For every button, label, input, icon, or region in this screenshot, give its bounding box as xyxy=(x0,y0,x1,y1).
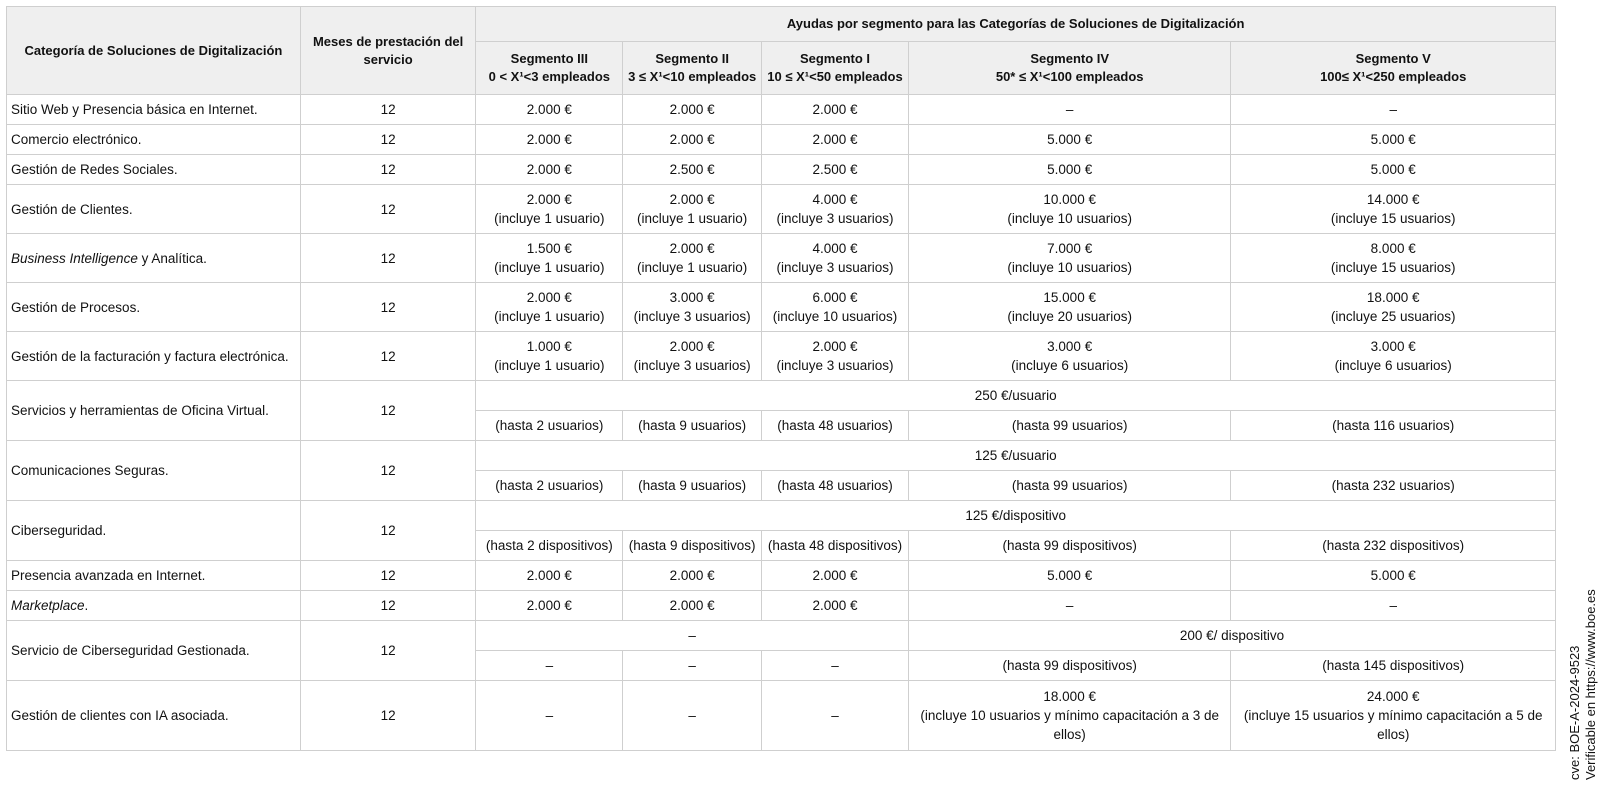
cell-value: (hasta 48 usuarios) xyxy=(762,471,909,501)
cell-value: (hasta 48 dispositivos) xyxy=(762,531,909,561)
row-months: 12 xyxy=(300,591,476,621)
header-category: Categoría de Soluciones de Digitalización xyxy=(7,7,301,95)
row-category: Presencia avanzada en Internet. xyxy=(7,561,301,591)
table-row xyxy=(7,681,1556,751)
cell-value: 2.000 € xyxy=(623,591,762,621)
table-row xyxy=(7,621,1556,651)
row-category: Gestión de Clientes. xyxy=(7,185,301,234)
cell-value: 2.000 € (incluye 3 usuarios) xyxy=(762,332,909,381)
row-category: Marketplace. xyxy=(7,591,301,621)
cell-value: 3.000 € (incluye 6 usuarios) xyxy=(1231,332,1556,381)
verification-note xyxy=(1567,589,1599,780)
verification-url: Verificable en https://www.boe.es xyxy=(1583,589,1598,780)
cell-value: 18.000 € (incluye 10 usuarios y mínimo capacitación a 3 de ellos) xyxy=(908,681,1230,751)
cell-value: 2.000 € xyxy=(762,95,909,125)
row-months: 12 xyxy=(300,125,476,155)
cell-value: 2.000 € xyxy=(476,95,623,125)
table-row xyxy=(7,155,1556,185)
cell-value: 5.000 € xyxy=(1231,125,1556,155)
cell-value: 2.000 € xyxy=(762,125,909,155)
cell-value: 2.000 € xyxy=(476,561,623,591)
cell-rate: 125 €/usuario xyxy=(476,441,1556,471)
row-category: Ciberseguridad. xyxy=(7,501,301,561)
row-category: Gestión de clientes con IA asociada. xyxy=(7,681,301,751)
row-category: Gestión de Redes Sociales. xyxy=(7,155,301,185)
cell-value: 3.000 € (incluye 3 usuarios) xyxy=(623,283,762,332)
row-months: 12 xyxy=(300,234,476,283)
cell-value: (hasta 9 usuarios) xyxy=(623,471,762,501)
header-months: Meses de prestación del servicio xyxy=(300,7,476,95)
table-row xyxy=(7,95,1556,125)
table-row xyxy=(7,381,1556,411)
table-row xyxy=(7,283,1556,332)
cell-rate: 250 €/usuario xyxy=(476,381,1556,411)
table-row xyxy=(7,441,1556,471)
row-category: Gestión de la facturación y factura electrónica. xyxy=(7,332,301,381)
table-row xyxy=(7,125,1556,155)
row-category: Comercio electrónico. xyxy=(7,125,301,155)
cell-value: 24.000 € (incluye 15 usuarios y mínimo capacitación a 5 de ellos) xyxy=(1231,681,1556,751)
cell-value: 10.000 € (incluye 10 usuarios) xyxy=(908,185,1230,234)
cell-value: (hasta 99 dispositivos) xyxy=(908,531,1230,561)
cell-value: – xyxy=(762,681,909,751)
table-row xyxy=(7,332,1556,381)
cell-value: – xyxy=(908,95,1230,125)
cell-value: (hasta 2 dispositivos) xyxy=(476,531,623,561)
row-category: Servicios y herramientas de Oficina Virtual. xyxy=(7,381,301,441)
row-months: 12 xyxy=(300,381,476,441)
row-months: 12 xyxy=(300,501,476,561)
cell-value: (hasta 232 dispositivos) xyxy=(1231,531,1556,561)
cell-value: 5.000 € xyxy=(1231,561,1556,591)
cell-value: (hasta 99 usuarios) xyxy=(908,471,1230,501)
cell-value: 7.000 € (incluye 10 usuarios) xyxy=(908,234,1230,283)
header-segment-v: Segmento V 100≤ X¹<250 empleados xyxy=(1231,42,1556,95)
cell-value: 18.000 € (incluye 25 usuarios) xyxy=(1231,283,1556,332)
table-row xyxy=(7,561,1556,591)
cell-value: – xyxy=(476,621,909,651)
cell-value: 14.000 € (incluye 15 usuarios) xyxy=(1231,185,1556,234)
row-months: 12 xyxy=(300,332,476,381)
cell-value: 5.000 € xyxy=(908,155,1230,185)
cell-value: 2.000 € xyxy=(623,125,762,155)
cell-value: 2.000 € xyxy=(762,591,909,621)
table-row xyxy=(7,591,1556,621)
cell-value: – xyxy=(762,651,909,681)
cell-value: 3.000 € (incluye 6 usuarios) xyxy=(908,332,1230,381)
cell-value: 2.500 € xyxy=(762,155,909,185)
cell-rate: 125 €/dispositivo xyxy=(476,501,1556,531)
cell-value: 2.000 € xyxy=(762,561,909,591)
cell-value: 2.000 € (incluye 1 usuario) xyxy=(623,185,762,234)
row-category: Comunicaciones Seguras. xyxy=(7,441,301,501)
cell-value: – xyxy=(1231,95,1556,125)
cell-value: 2.000 € xyxy=(623,561,762,591)
cell-value: 2.000 € (incluye 3 usuarios) xyxy=(623,332,762,381)
cell-value: – xyxy=(623,651,762,681)
row-months: 12 xyxy=(300,621,476,681)
row-months: 12 xyxy=(300,681,476,751)
table-row xyxy=(7,185,1556,234)
row-category: Gestión de Procesos. xyxy=(7,283,301,332)
cell-value: 2.000 € xyxy=(476,155,623,185)
row-category: Business Intelligence y Analítica. xyxy=(7,234,301,283)
cell-value: 5.000 € xyxy=(908,125,1230,155)
row-months: 12 xyxy=(300,441,476,501)
cell-value: – xyxy=(476,651,623,681)
header-segment-iv: Segmento IV 50* ≤ X¹<100 empleados xyxy=(908,42,1230,95)
table-row xyxy=(7,501,1556,531)
header-segment-iii: Segmento III 0 < X¹<3 empleados xyxy=(476,42,623,95)
cell-value: 2.000 € xyxy=(623,95,762,125)
cell-value: (hasta 99 dispositivos) xyxy=(908,651,1230,681)
cell-rate: 200 €/ dispositivo xyxy=(908,621,1555,651)
row-months: 12 xyxy=(300,185,476,234)
table-row xyxy=(7,234,1556,283)
row-months: 12 xyxy=(300,561,476,591)
cell-value: – xyxy=(908,591,1230,621)
cell-value: (hasta 99 usuarios) xyxy=(908,411,1230,441)
cell-value: (hasta 232 usuarios) xyxy=(1231,471,1556,501)
cell-value: (hasta 9 dispositivos) xyxy=(623,531,762,561)
cell-value: 1.500 € (incluye 1 usuario) xyxy=(476,234,623,283)
aid-table xyxy=(6,6,1556,751)
cell-value: 2.000 € (incluye 1 usuario) xyxy=(476,283,623,332)
row-months: 12 xyxy=(300,283,476,332)
header-segment-ii: Segmento II 3 ≤ X¹<10 empleados xyxy=(623,42,762,95)
cell-value: (hasta 9 usuarios) xyxy=(623,411,762,441)
cell-value: (hasta 48 usuarios) xyxy=(762,411,909,441)
cell-value: 6.000 € (incluye 10 usuarios) xyxy=(762,283,909,332)
cell-value: 4.000 € (incluye 3 usuarios) xyxy=(762,234,909,283)
row-months: 12 xyxy=(300,155,476,185)
cell-value: 15.000 € (incluye 20 usuarios) xyxy=(908,283,1230,332)
cell-value: (hasta 116 usuarios) xyxy=(1231,411,1556,441)
header-segment-i: Segmento I 10 ≤ X¹<50 empleados xyxy=(762,42,909,95)
cell-value: 8.000 € (incluye 15 usuarios) xyxy=(1231,234,1556,283)
cell-value: – xyxy=(1231,591,1556,621)
cell-value: 5.000 € xyxy=(908,561,1230,591)
cell-value: 5.000 € xyxy=(1231,155,1556,185)
header-segments-group: Ayudas por segmento para las Categorías de Soluciones de Digitalización xyxy=(476,7,1556,42)
row-category: Sitio Web y Presencia básica en Internet. xyxy=(7,95,301,125)
row-months: 12 xyxy=(300,95,476,125)
cell-value: (hasta 2 usuarios) xyxy=(476,411,623,441)
cell-value: 2.000 € (incluye 1 usuario) xyxy=(623,234,762,283)
cell-value: 2.000 € (incluye 1 usuario) xyxy=(476,185,623,234)
cell-value: – xyxy=(623,681,762,751)
cve-code: cve: BOE-A-2024-9523 xyxy=(1567,645,1582,780)
cell-value: 4.000 € (incluye 3 usuarios) xyxy=(762,185,909,234)
cell-value: (hasta 145 dispositivos) xyxy=(1231,651,1556,681)
cell-value: 2.500 € xyxy=(623,155,762,185)
cell-value: 1.000 € (incluye 1 usuario) xyxy=(476,332,623,381)
row-category: Servicio de Ciberseguridad Gestionada. xyxy=(7,621,301,681)
cell-value: – xyxy=(476,681,623,751)
cell-value: 2.000 € xyxy=(476,125,623,155)
cell-value: (hasta 2 usuarios) xyxy=(476,471,623,501)
cell-value: 2.000 € xyxy=(476,591,623,621)
